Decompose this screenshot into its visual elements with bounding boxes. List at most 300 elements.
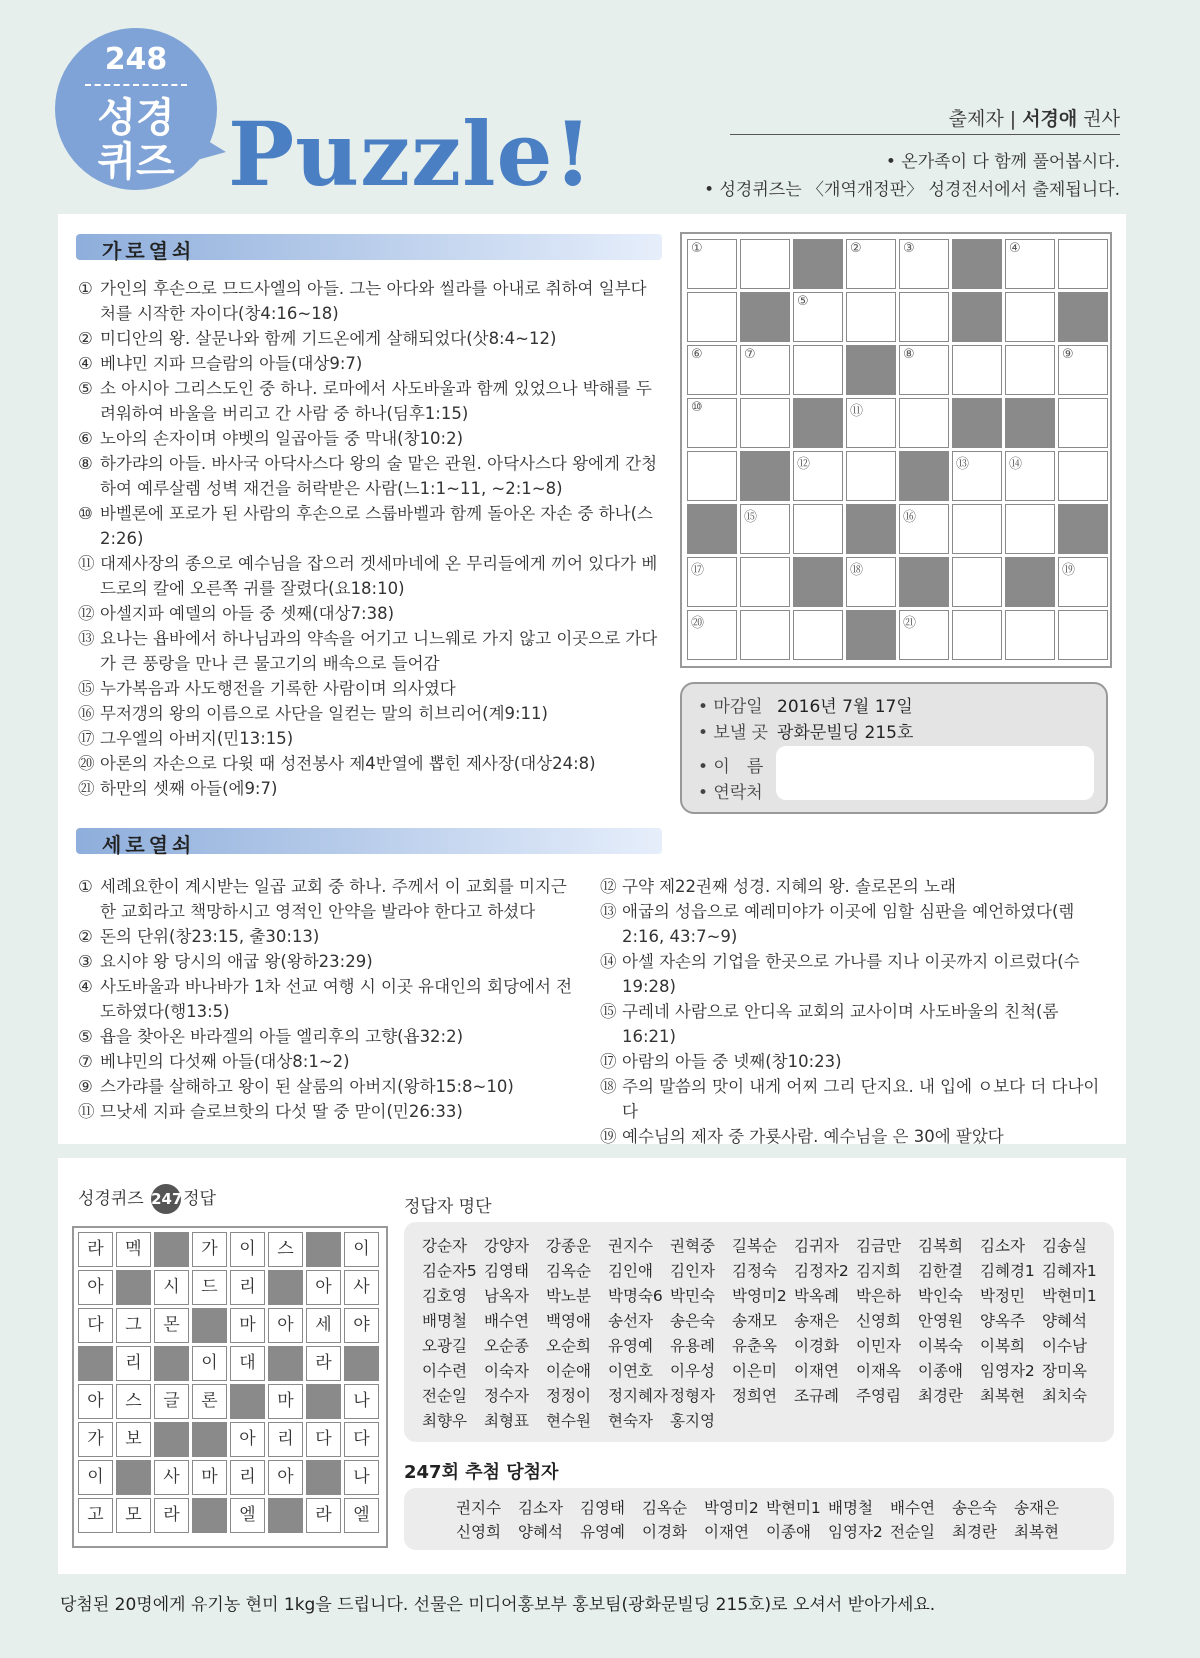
winner-name: 최향우 [422, 1412, 467, 1430]
crossword-cell[interactable] [740, 398, 790, 448]
clue-item [78, 701, 662, 726]
crossword-cell[interactable] [1005, 610, 1055, 660]
crossword-cell[interactable] [740, 557, 790, 607]
winner-name: 박노분 [546, 1287, 591, 1305]
winner-name: 현숙자 [608, 1412, 653, 1430]
winner-name: 강양자 [484, 1237, 529, 1255]
crossword-cell[interactable] [687, 398, 737, 448]
crossword-cell[interactable] [846, 239, 896, 289]
clue-number: ⑧ [78, 454, 93, 473]
crossword-cell[interactable] [1058, 345, 1108, 395]
crossword-cell[interactable] [687, 557, 737, 607]
crossword-cell[interactable] [899, 398, 949, 448]
clue-number: ⑰ [78, 729, 95, 748]
clue-text: 베냐민 지파 므슬람의 아들(대상9:7) [100, 354, 363, 373]
winner-name: 이수남 [1042, 1337, 1087, 1355]
winner-name: 정정이 [546, 1387, 591, 1405]
author-credit [949, 104, 1120, 131]
crossword-block [846, 345, 896, 395]
answer-cell: 리 [230, 1270, 265, 1305]
clue-text: 요시야 왕 당시의 애굽 왕(왕하23:29) [100, 952, 373, 971]
clue-item [78, 874, 574, 924]
crossword-block [1058, 292, 1108, 342]
cell-number: ⑥ [691, 347, 703, 362]
winner-name: 배명철 [422, 1312, 467, 1330]
winner-name: 조규례 [794, 1387, 839, 1405]
answer-cell: 라 [78, 1232, 113, 1267]
cell-number: ⑯ [903, 510, 917, 525]
winner-name: 박영미2 [732, 1287, 787, 1305]
draw-winner-name: 최경란 [952, 1523, 997, 1541]
crossword-cells [687, 239, 1107, 663]
winner-name: 김혜자1 [1042, 1262, 1097, 1280]
crossword-block [793, 239, 843, 289]
clue-number: ② [78, 927, 93, 946]
draw-winners-list [404, 1488, 1114, 1550]
clue-text: 무저갱의 왕의 이름으로 사단을 일컫는 말의 히브리어(계9:11) [100, 704, 548, 723]
previous-answer-label [78, 1184, 216, 1214]
clue-number: ⑮ [600, 1002, 617, 1021]
crossword-cell[interactable] [952, 504, 1002, 554]
issue-badge [55, 28, 217, 190]
answer-cell: 라 [306, 1346, 341, 1381]
crossword-cell[interactable] [1005, 504, 1055, 554]
crossword-block [899, 557, 949, 607]
contact-label: • 연락처 [698, 783, 763, 803]
answer-cell: 세 [306, 1308, 341, 1343]
draw-winner-name: 배명철 [828, 1499, 873, 1517]
clue-text: 가인의 후손으로 므드사엘의 아들. 그는 아다와 씰라를 아내로 취하여 일부다처를 시작한 자이다(창4:16~18) [100, 279, 647, 323]
cell-number: ⑰ [691, 563, 705, 578]
winner-name: 권혁중 [670, 1237, 715, 1255]
winner-name: 김정숙 [732, 1262, 777, 1280]
clue-item [78, 676, 662, 701]
answer-block [192, 1422, 227, 1457]
draw-winner-name: 이종애 [766, 1523, 811, 1541]
send-label: • 보낼 곳 [698, 723, 769, 743]
crossword-block [793, 398, 843, 448]
draw-winners-names [456, 1496, 1076, 1544]
winner-name: 이숙자 [484, 1362, 529, 1380]
author-suffix: 권사 [1077, 108, 1120, 130]
down-title: 세로열쇠 [102, 833, 196, 857]
crossword-cell[interactable] [1058, 398, 1108, 448]
crossword-block [687, 504, 737, 554]
answer-block [192, 1308, 227, 1343]
winner-name: 박정민 [980, 1287, 1025, 1305]
answer-cell: 모 [116, 1498, 151, 1533]
answer-cell: 아 [306, 1270, 341, 1305]
clue-item [78, 551, 662, 601]
answer-cell: 몬 [154, 1308, 189, 1343]
crossword-cell[interactable] [687, 292, 737, 342]
crossword-cell[interactable] [952, 345, 1002, 395]
cell-number: ① [691, 241, 703, 256]
answer-block [154, 1422, 189, 1457]
winner-name: 현수원 [546, 1412, 591, 1430]
name-label: • 이 름 [698, 757, 764, 777]
answer-cell: 아 [78, 1270, 113, 1305]
draw-winner-name: 송은숙 [952, 1499, 997, 1517]
clue-number: ⑲ [600, 1127, 617, 1146]
crossword-cell[interactable] [899, 504, 949, 554]
clue-item [78, 276, 662, 326]
clue-text: 아셀지파 예델의 아들 중 셋째(대상7:38) [100, 604, 395, 623]
answer-block [154, 1346, 189, 1381]
answer-cell: 론 [192, 1384, 227, 1419]
winner-name: 양옥주 [980, 1312, 1025, 1330]
crossword-cell[interactable] [687, 451, 737, 501]
draw-winner-name: 김소자 [518, 1499, 563, 1517]
winner-name: 이복숙 [918, 1337, 963, 1355]
crossword-cell[interactable] [846, 557, 896, 607]
crossword-cell[interactable] [793, 292, 843, 342]
winner-name: 김복희 [918, 1237, 963, 1255]
deadline-label: • 마감일 [698, 697, 763, 717]
clue-item [78, 451, 662, 501]
winner-name: 송재모 [732, 1312, 777, 1330]
winner-name: 송은숙 [670, 1312, 715, 1330]
cell-number: ⑫ [797, 457, 811, 472]
winner-name: 강종운 [546, 1237, 591, 1255]
answer-label-prefix: 성경퀴즈 [78, 1189, 144, 1209]
winner-name: 홍지영 [670, 1412, 715, 1430]
cell-number: ⑮ [744, 510, 758, 525]
crossword-cell[interactable] [740, 504, 790, 554]
answer-cell: 마 [192, 1460, 227, 1495]
answer-cell: 다 [78, 1308, 113, 1343]
answer-block [230, 1384, 265, 1419]
cell-number: ⑧ [903, 347, 915, 362]
answer-cell: 이 [230, 1232, 265, 1267]
winner-name: 김인자 [670, 1262, 715, 1280]
answer-cell: 아 [268, 1308, 303, 1343]
crossword-block [899, 451, 949, 501]
winner-name: 오순종 [484, 1337, 529, 1355]
crossword-block [846, 504, 896, 554]
cell-number: ⑱ [850, 563, 864, 578]
draw-winner-name: 배수연 [890, 1499, 935, 1517]
crossword-cell[interactable] [846, 292, 896, 342]
winner-name: 박명숙6 [608, 1287, 663, 1305]
clue-text: 노아의 손자이며 야벳의 일곱아들 중 막내(창10:2) [100, 429, 464, 448]
winner-name: 송선자 [608, 1312, 653, 1330]
answer-block [306, 1460, 341, 1495]
answer-cell: 보 [116, 1422, 151, 1457]
cell-number: ⑪ [850, 404, 864, 419]
badge-line1: 성경 [97, 95, 175, 141]
winner-name: 김호영 [422, 1287, 467, 1305]
clue-item [600, 899, 1105, 949]
answer-cell: 이 [78, 1460, 113, 1495]
clue-item [78, 751, 662, 776]
clue-item [78, 351, 662, 376]
answer-cell: 멕 [116, 1232, 151, 1267]
cell-number: ⑨ [1062, 347, 1074, 362]
draw-winner-name: 전순일 [890, 1523, 935, 1541]
clue-item [78, 974, 574, 1024]
answer-block [116, 1270, 151, 1305]
cell-number: ⑳ [691, 616, 705, 631]
down-clue-list-right [600, 874, 1105, 1149]
answer-cell: 가 [78, 1422, 113, 1457]
answer-cell: 마 [230, 1308, 265, 1343]
winner-name: 박은하 [856, 1287, 901, 1305]
clue-item [600, 1124, 1105, 1149]
clue-item [78, 776, 662, 801]
cell-number: ⑭ [1009, 457, 1023, 472]
winner-name: 남옥자 [484, 1287, 529, 1305]
winner-name: 유춘옥 [732, 1337, 777, 1355]
winner-name: 이민자 [856, 1337, 901, 1355]
clue-number: ⑳ [78, 754, 95, 773]
crossword-cell[interactable] [1058, 610, 1108, 660]
clue-number: ㉑ [78, 779, 95, 798]
draw-winner-name: 유영예 [580, 1523, 625, 1541]
winner-name: 박옥례 [794, 1287, 839, 1305]
clue-number: ⑦ [78, 1052, 93, 1071]
crossword-cell[interactable] [1005, 451, 1055, 501]
answer-block [116, 1460, 151, 1495]
draw-winner-name: 박영미2 [704, 1499, 759, 1517]
page-title: Puzzle! [228, 102, 594, 206]
clue-text: 애굽의 성읍으로 예레미야가 이곳에 임할 심판을 예언하였다(렘2:16, 43:7~9) [622, 902, 1075, 946]
crossword-cell[interactable] [793, 345, 843, 395]
winner-name: 박인숙 [918, 1287, 963, 1305]
answer-cell: 리 [230, 1460, 265, 1495]
draw-winner-name: 김옥순 [642, 1499, 687, 1517]
crossword-cell[interactable] [793, 451, 843, 501]
winner-name: 이순애 [546, 1362, 591, 1380]
draw-winner-name: 양혜석 [518, 1523, 563, 1541]
winners-list [404, 1222, 1114, 1442]
winner-name: 강순자 [422, 1237, 467, 1255]
clue-item [78, 326, 662, 351]
winner-name: 이연호 [608, 1362, 653, 1380]
clue-item [78, 376, 662, 426]
answer-cell: 이 [344, 1232, 379, 1267]
answer-block [306, 1232, 341, 1267]
answer-cell: 고 [78, 1498, 113, 1533]
clue-text: 사도바울과 바나바가 1차 선교 여행 시 이곳 유대인의 회당에서 전도하였다(행13:5) [100, 977, 573, 1021]
crossword-cell[interactable] [899, 239, 949, 289]
draw-winner-name: 박현미1 [766, 1499, 821, 1517]
clue-number: ⑥ [78, 429, 93, 448]
clue-text: 아셀 자손의 기업을 한곳으로 가나를 지나 이곳까지 이르렀다(수19:28) [622, 952, 1080, 996]
answer-block [154, 1232, 189, 1267]
clue-item [600, 874, 1105, 899]
clue-text: 예수님의 제자 중 가룟사람. 예수님을 은 30에 팔았다 [622, 1127, 1004, 1146]
winner-name: 김순자5 [422, 1262, 477, 1280]
clue-text: 베냐민의 다섯째 아들(대상8:1~2) [100, 1052, 350, 1071]
crossword-cell[interactable] [687, 610, 737, 660]
down-clue-list-left [78, 874, 574, 1124]
crossword-cell[interactable] [899, 345, 949, 395]
clue-number: ⑫ [600, 877, 617, 896]
clue-item [78, 626, 662, 676]
previous-answer-grid [72, 1226, 388, 1548]
answer-block [268, 1270, 303, 1305]
answer-cell: 라 [306, 1498, 341, 1533]
answer-label-suffix: 정답 [183, 1189, 216, 1209]
previous-answer-cells [78, 1232, 379, 1533]
cell-number: ㉑ [903, 616, 917, 631]
winner-name: 정지혜자 [608, 1387, 668, 1405]
winner-name: 김금만 [856, 1237, 901, 1255]
crossword-cell[interactable] [846, 398, 896, 448]
crossword-cell[interactable] [952, 610, 1002, 660]
winner-name: 이은미 [732, 1362, 777, 1380]
answer-cell: 아 [230, 1422, 265, 1457]
answer-cell: 다 [344, 1422, 379, 1457]
clue-item [78, 726, 662, 751]
cell-number: ④ [1009, 241, 1021, 256]
clue-text: 그우엘의 아버지(민13:15) [100, 729, 294, 748]
clue-number: ⑭ [600, 952, 617, 971]
crossword-cell[interactable] [1058, 557, 1108, 607]
answer-block [192, 1498, 227, 1533]
crossword-grid [680, 232, 1112, 668]
crossword-block [1058, 504, 1108, 554]
crossword-block [952, 398, 1002, 448]
clue-item [78, 1074, 574, 1099]
draw-winner-name: 최복현 [1014, 1523, 1059, 1541]
footer-notice: 당첨된 20명에게 유기농 현미 1kg을 드립니다. 선물은 미디어홍보부 홍보팀(광화문빌딩 215호)로 오셔서 받아가세요. [60, 1595, 936, 1615]
answer-cell: 엘 [230, 1498, 265, 1533]
winner-name: 박현미1 [1042, 1287, 1097, 1305]
winner-name: 안영원 [918, 1312, 963, 1330]
draw-winner-name: 신영희 [456, 1523, 501, 1541]
winner-name: 김송실 [1042, 1237, 1087, 1255]
clue-item [78, 601, 662, 626]
crossword-cell[interactable] [1005, 239, 1055, 289]
issue-number: 248 [104, 42, 168, 77]
answer-cell: 가 [192, 1232, 227, 1267]
cell-number: ⑲ [1062, 563, 1076, 578]
winners-names [422, 1234, 1104, 1434]
answer-block [78, 1346, 113, 1381]
crossword-cell[interactable] [1058, 451, 1108, 501]
clue-text: 소 아시아 그리스도인 중 하나. 로마에서 사도바울과 함께 있었으나 박해를 두려워하여 바울을 버리고 간 사람 중 하나(딤후1:15) [100, 379, 652, 423]
winner-name: 송재은 [794, 1312, 839, 1330]
crossword-cell[interactable] [952, 557, 1002, 607]
winner-name: 김귀자 [794, 1237, 839, 1255]
winner-name: 오광길 [422, 1337, 467, 1355]
crossword-cell[interactable] [793, 610, 843, 660]
winner-name: 이종애 [918, 1362, 963, 1380]
crossword-cell[interactable] [793, 504, 843, 554]
author-prefix: 출제자 | [948, 108, 1023, 130]
answer-cell: 스 [116, 1384, 151, 1419]
clue-item [78, 1049, 574, 1074]
winner-name: 정희연 [732, 1387, 777, 1405]
crossword-cell[interactable] [952, 451, 1002, 501]
winner-name: 양혜석 [1042, 1312, 1087, 1330]
crossword-cell[interactable] [899, 292, 949, 342]
winner-name: 길복순 [732, 1237, 777, 1255]
winner-name: 정형자 [670, 1387, 715, 1405]
winner-name: 유영예 [608, 1337, 653, 1355]
crossword-cell[interactable] [740, 345, 790, 395]
clue-number: ⑬ [600, 902, 617, 921]
answer-cell: 아 [78, 1384, 113, 1419]
draw-winner-name: 김영태 [580, 1499, 625, 1517]
cell-number: ⑤ [797, 294, 809, 309]
clue-text: 바벨론에 포로가 된 사람의 후손으로 스룹바벨과 함께 돌아온 자손 중 하나(스2:26) [100, 504, 653, 548]
clue-text: 요나는 욥바에서 하나님과의 약속을 어기고 니느웨로 가지 않고 이곳으로 가다가 큰 풍랑을 만나 큰 물고기의 배속으로 들어감 [100, 629, 658, 673]
across-title: 가로열쇠 [102, 239, 196, 263]
clue-number: ⑱ [600, 1077, 617, 1096]
across-header [76, 234, 662, 263]
winner-name: 배수연 [484, 1312, 529, 1330]
winner-name: 김인애 [608, 1262, 653, 1280]
crossword-block [952, 239, 1002, 289]
crossword-block [793, 557, 843, 607]
clue-number: ⑯ [78, 704, 95, 723]
crossword-cell[interactable] [740, 610, 790, 660]
crossword-cell[interactable] [846, 451, 896, 501]
winner-name: 김한결 [918, 1262, 963, 1280]
cell-number: ⑩ [691, 400, 703, 415]
send-value: 광화문빌딩 215호 [777, 723, 914, 743]
clue-text: 누가복음과 사도행전을 기록한 사람이며 의사였다 [100, 679, 456, 698]
cell-number: ③ [903, 241, 915, 256]
answer-cell: 드 [192, 1270, 227, 1305]
previous-issue-number: 247 [151, 1184, 181, 1214]
winner-name: 백영애 [546, 1312, 591, 1330]
winner-name: 김옥순 [546, 1262, 591, 1280]
answer-block [268, 1346, 303, 1381]
clue-text: 돈의 단위(창23:15, 출30:13) [100, 927, 320, 946]
winner-name: 최형표 [484, 1412, 529, 1430]
clue-text: 미디안의 왕. 살문나와 함께 기드온에게 살해되었다(삿8:4~12) [100, 329, 557, 348]
crossword-cell[interactable] [687, 239, 737, 289]
clue-number: ⑬ [78, 629, 95, 648]
answer-cell: 라 [154, 1498, 189, 1533]
clue-item [78, 949, 574, 974]
winner-name: 정수자 [484, 1387, 529, 1405]
crossword-cell[interactable] [687, 345, 737, 395]
crossword-cell[interactable] [1058, 239, 1108, 289]
crossword-block [740, 451, 790, 501]
answer-cell: 대 [230, 1346, 265, 1381]
name-contact-field[interactable] [776, 746, 1094, 800]
clue-item [78, 426, 662, 451]
answer-cell: 마 [268, 1384, 303, 1419]
winner-name: 임영자2 [980, 1362, 1035, 1380]
crossword-cell[interactable] [1005, 292, 1055, 342]
answer-cell: 리 [116, 1346, 151, 1381]
winner-name: 유용례 [670, 1337, 715, 1355]
winners-title: 정답자 명단 [404, 1197, 492, 1217]
author-name: 서경애 [1022, 108, 1078, 130]
clue-number: ③ [78, 952, 93, 971]
crossword-cell[interactable] [740, 239, 790, 289]
crossword-cell[interactable] [899, 610, 949, 660]
winner-name: 오순희 [546, 1337, 591, 1355]
winner-name: 전순일 [422, 1387, 467, 1405]
winner-name: 최치숙 [1042, 1387, 1087, 1405]
clue-item [600, 1074, 1105, 1124]
clue-text: 대제사장의 종으로 예수님을 잡으러 겟세마네에 온 무리들에게 끼어 있다가 베드로의 칼에 오른쪽 귀를 잘렸다(요18:10) [100, 554, 658, 598]
winner-name: 권지수 [608, 1237, 653, 1255]
clue-item [600, 949, 1105, 999]
winner-name: 김지희 [856, 1262, 901, 1280]
crossword-cell[interactable] [1005, 345, 1055, 395]
clue-number: ⑤ [78, 379, 93, 398]
crossword-block [740, 292, 790, 342]
winner-name: 김혜경1 [980, 1262, 1035, 1280]
